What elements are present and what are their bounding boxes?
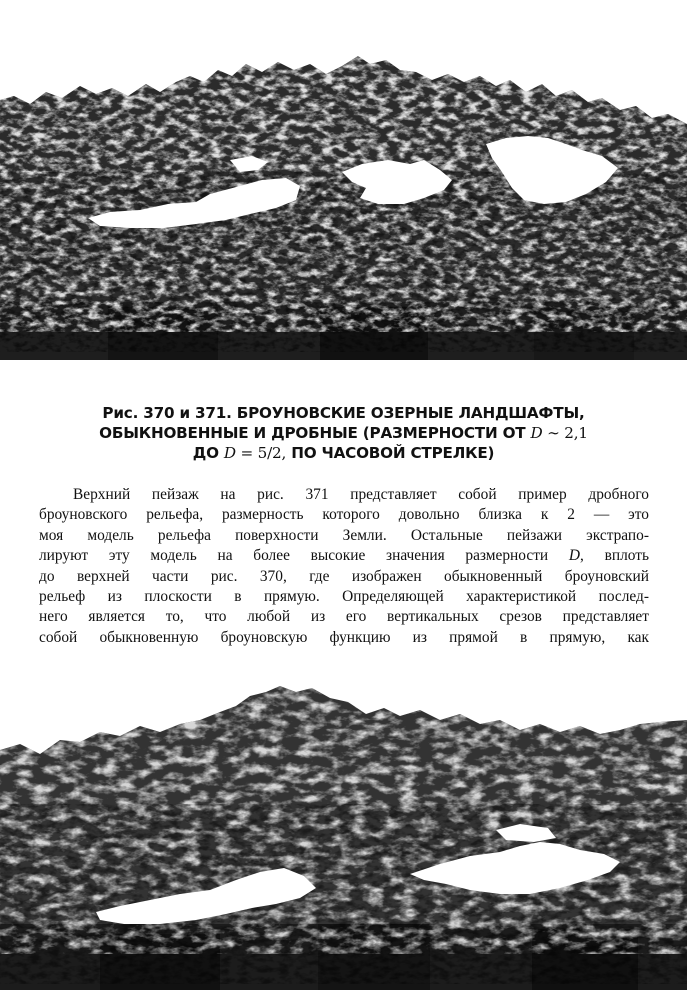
caption-line-2	[40, 423, 647, 443]
text-line: рельеф из плоскости в прямую. Определяющей характеристикой послед-	[39, 588, 649, 606]
body-paragraph	[39, 485, 649, 648]
caption-line-3-prefix: ДО	[192, 444, 224, 462]
math-d: D	[568, 547, 580, 565]
text-line: броуновского рельефа, размерность которого довольно близка к 2 — это	[39, 506, 649, 524]
top-landscape-figure	[0, 52, 687, 360]
caption-line-1: Рис. 370 и 371. БРОУНОВСКИЕ ОЗЕРНЫЕ ЛАНДШАФТЫ,	[102, 404, 585, 422]
bottom-landscape-figure	[0, 684, 687, 990]
text-line-part: лируют эту модель на более высокие значения размерности	[39, 547, 569, 565]
caption-math-value: ∼ 2,1	[542, 424, 588, 442]
text-line: моя модель рельефа поверхности Земли. Остальные пейзажи экстрапо-	[39, 526, 649, 544]
figure-caption	[40, 403, 647, 463]
caption-line-2-text: ОБЫКНОВЕННЫЕ И ДРОБНЫЕ (РАЗМЕРНОСТИ ОТ	[99, 424, 531, 442]
text-line	[39, 546, 649, 566]
landscape-illustration	[0, 52, 687, 360]
text-line: собой обыкновенную броуновскую функцию из прямой в прямую, как	[39, 628, 649, 646]
caption-math-eq: = 5/2,	[235, 444, 287, 462]
landscape-illustration	[0, 684, 687, 990]
caption-line-3-suffix: ПО ЧАСОВОЙ СТРЕЛКЕ)	[286, 444, 495, 462]
text-line: Верхний пейзаж на рис. 371 представляет собой пример дробного	[73, 486, 649, 503]
text-line-part: , вплоть	[580, 547, 649, 565]
text-line: до верхней части рис. 370, где изображен обыкновенный броуновский	[39, 567, 649, 585]
mountain-silhouette	[0, 56, 687, 360]
caption-math-d-2: D	[223, 444, 236, 462]
caption-math-d: D	[530, 424, 543, 442]
text-line: него является то, что любой из его вертикальных срезов представляет	[39, 608, 649, 626]
caption-line-3	[40, 443, 647, 463]
mountain-silhouette	[0, 686, 687, 990]
